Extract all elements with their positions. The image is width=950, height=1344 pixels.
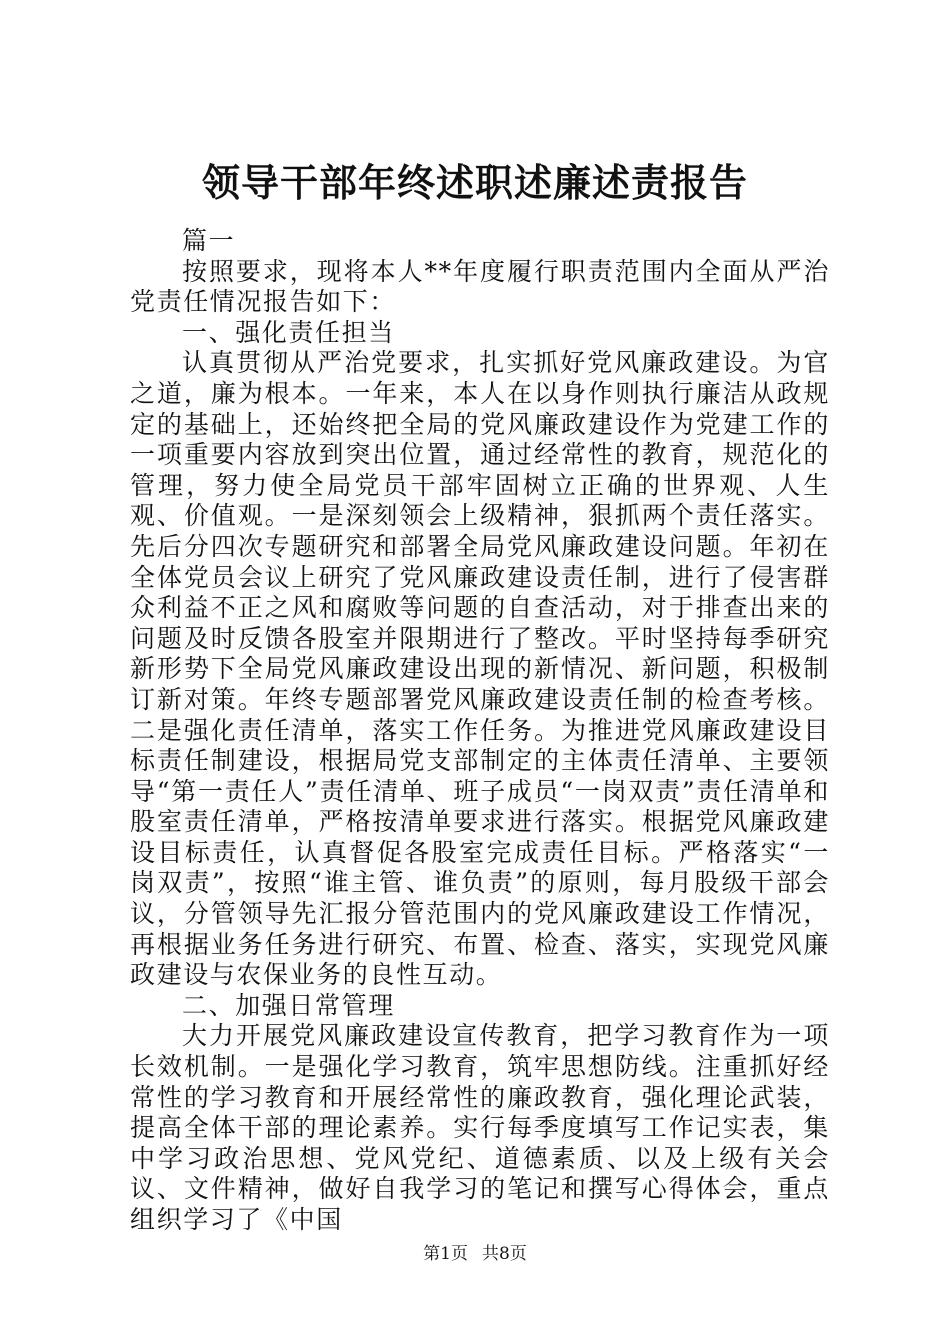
section-heading-2: 二、加强日常管理 <box>182 990 395 1020</box>
section-heading-1: 一、强化责任担当 <box>182 317 395 347</box>
intro-paragraph: 按照要求，现将本人**年度履行职责范围内全面从严治党责任情况报告如下： <box>130 256 830 317</box>
document-title: 领导干部年终述职述廉述责报告 <box>201 160 748 205</box>
body-paragraph-2: 大力开展党风廉政建设宣传教育，把学习教育作为一项长效机制。一是强化学习教育，筑牢思想防线。注重抓好经常性的学习教育和开展经常性的廉政教育，强化理论武装，提高全体干部的理论素养。实行每季度填写工作记实表，集中学习政治思想、党风党纪、道德素质、以及上级有关会议、文件精神，做好自我学习的笔记和撰写心得体会，重点组织学习了《中国 <box>130 1021 830 1234</box>
document-body <box>130 226 830 1236</box>
body-paragraph-1: 认真贯彻从严治党要求，扎实抓好党风廉政建设。为官之道，廉为根本。一年来，本人在以身作则执行廉洁从政规定的基础上，还始终把全局的党风廉政建设作为党建工作的一项重要内容放到突出位置，通过经常性的教育，规范化的管理，努力使全局党员干部牢固树立正确的世界观、人生观、价值观。一是深刻领会上级精神，狠抓两个责任落实。先后分四次专题研究和部署全局党风廉政建设问题。年初在全体党员会议上研究了党风廉政建设责任制，进行了侵害群众利益不正之风和腐败等问题的自查活动，对于排查出来的问题及时反馈各股室并限期进行了整改。平时坚持每季研究新形势下全局党风廉政建设出现的新情况、新问题，积极制订新对策。年终专题部署党风廉政建设责任制的检查考核。二是强化责任清单，落实工作任务。为推进党风廉政建设目标责任制建设，根据局党支部制定的主体责任清单、主要领导“第一责任人”责任清单、班子成员“一岗双责”责任清单和股室责任清单，严格按清单要求进行落实。根据党风廉政建设目标责任，认真督促各股室完成责任目标。严格落实“一岗双责”，按照“谁主管、谁负责”的原则，每月股级干部会议，分管领导先汇报分管范围内的党风廉政建设工作情况，再根据业务任务进行研究、布置、检查、落实，实现党风廉政建设与农保业务的良性互动。 <box>130 348 830 990</box>
section-label: 篇一 <box>182 226 236 255</box>
page-total: 共8页 <box>482 1244 527 1264</box>
page-number: 第1页 <box>423 1244 468 1264</box>
page-footer <box>0 1243 950 1265</box>
